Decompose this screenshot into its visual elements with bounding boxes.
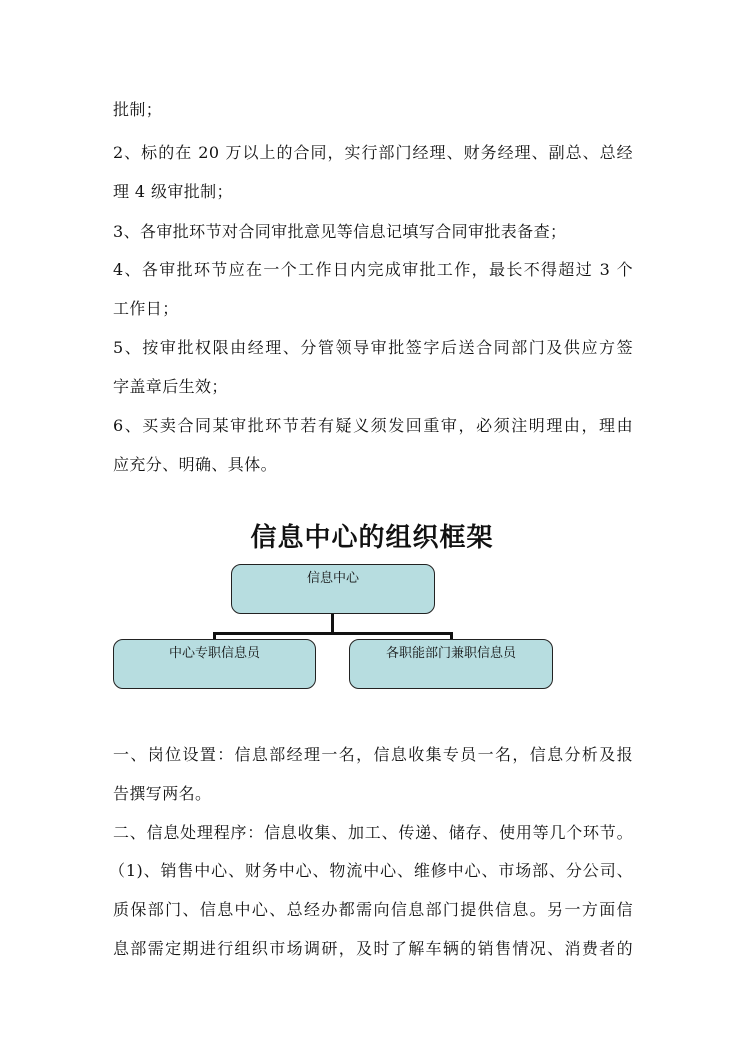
text-line: 工作日； — [113, 299, 179, 318]
org-chart-title: 信息中心的组织框架 — [250, 523, 494, 553]
text-line: 2、标的在 20 万以上的合同，实行部门经理、财务经理、副总、总经 — [113, 143, 633, 162]
org-node-center-staff: 中心专职信息员 — [113, 639, 316, 689]
text-line: 质保部门、信息中心、总经办都需向信息部门提供信息。另一方面信 — [113, 900, 633, 919]
text-line: 应充分、明确、具体。 — [113, 455, 278, 474]
text-line: 一、岗位设置：信息部经理一名，信息收集专员一名，信息分析及报 — [113, 745, 633, 764]
org-node-root: 信息中心 — [231, 564, 435, 614]
text-line: 6、买卖合同某审批环节若有疑义须发回重审，必须注明理由，理由 — [113, 416, 633, 435]
text-line: 批制； — [113, 100, 163, 119]
connector-vertical-root — [331, 614, 334, 634]
text-line: 二、信息处理程序：信息收集、加工、传递、储存、使用等几个环节。 — [113, 823, 633, 842]
text-line: 5、按审批权限由经理、分管领导审批签字后送合同部门及供应方签 — [113, 338, 633, 357]
text-line: （1)、销售中心、财务中心、物流中心、维修中心、市场部、分公司、 — [109, 861, 633, 880]
text-line: 理 4 级审批制； — [113, 182, 233, 201]
text-line: 4、各审批环节应在一个工作日内完成审批工作，最长不得超过 3 个 — [113, 260, 633, 279]
text-line: 3、各审批环节对合同审批意见等信息记填写合同审批表备查； — [113, 222, 567, 241]
text-line: 息部需定期进行组织市场调研，及时了解车辆的销售情况、消费者的 — [113, 939, 633, 958]
org-node-dept-staff: 各职能部门兼职信息员 — [349, 639, 553, 689]
connector-horizontal — [213, 632, 453, 635]
text-line: 告撰写两名。 — [113, 784, 212, 803]
text-line: 字盖章后生效； — [113, 377, 228, 396]
